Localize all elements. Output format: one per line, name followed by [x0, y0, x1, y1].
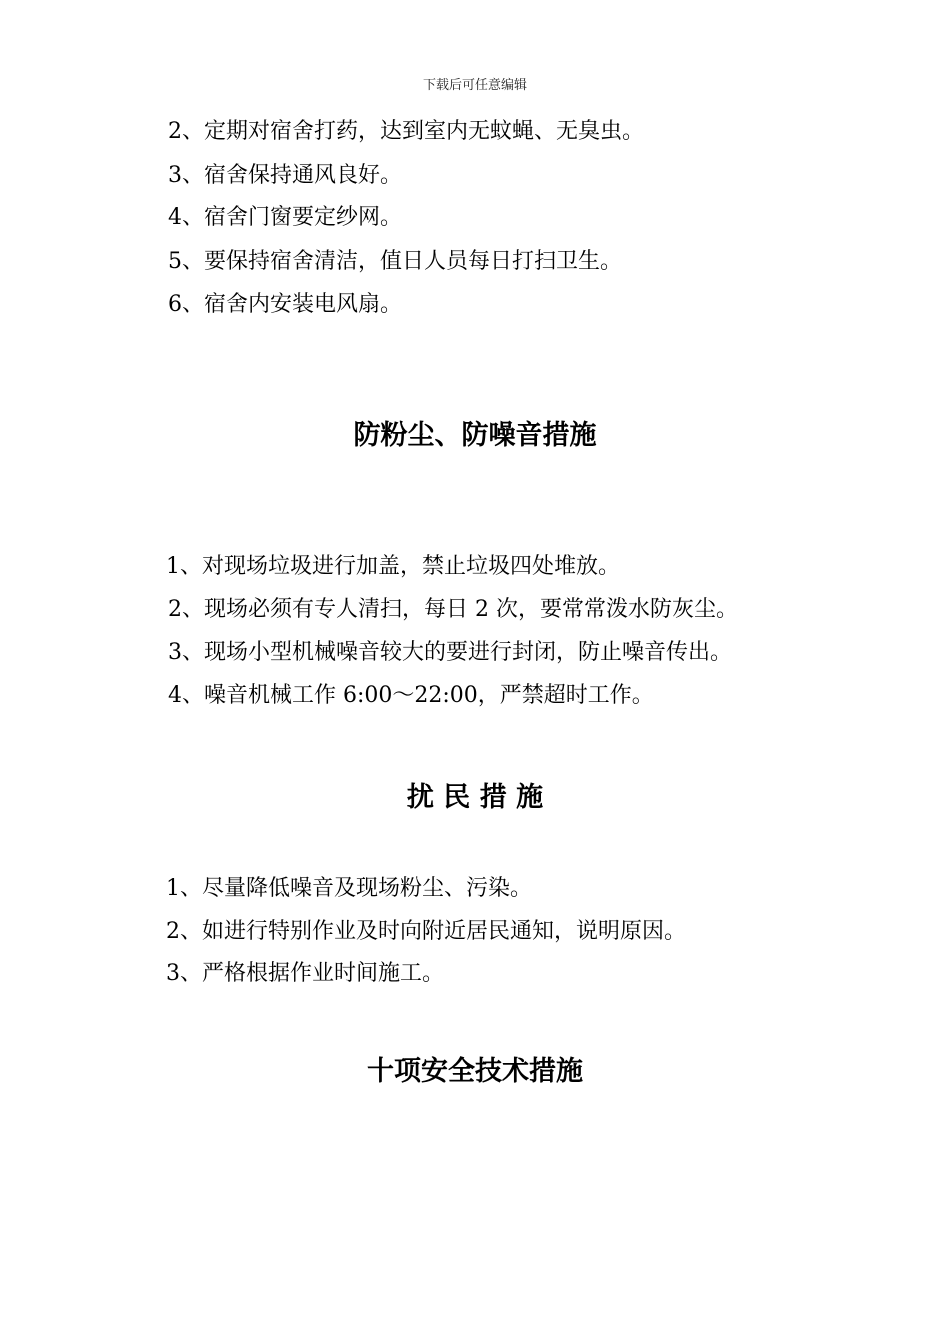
- list-item: 4、宿舍门窗要定纱网。: [168, 205, 402, 230]
- list-item: 1、对现场垃圾进行加盖，禁止垃圾四处堆放。: [166, 554, 620, 579]
- list-item: 2、现场必须有专人清扫，每日 2 次，要常常泼水防灰尘。: [168, 597, 738, 622]
- list-item: 3、宿舍保持通风良好。: [168, 163, 402, 188]
- list-item: 3、严格根据作业时间施工。: [166, 961, 444, 986]
- list-item: 2、定期对宿舍打药，达到室内无蚊蝇、无臭虫。: [168, 119, 644, 144]
- section-title-safety: 十项安全技术措施: [367, 1056, 583, 1087]
- list-item: 5、要保持宿舍清洁，值日人员每日打扫卫生。: [168, 249, 622, 274]
- page-header: 下载后可任意编辑: [422, 78, 527, 93]
- list-item: 1、尽量降低噪音及现场粉尘、污染。: [166, 876, 532, 901]
- list-item: 3、现场小型机械噪音较大的要进行封闭，防止噪音传出。: [168, 640, 732, 665]
- list-item: 2、如进行特别作业及时向附近居民通知，说明原因。: [166, 919, 686, 944]
- section-title-dust-noise: 防粉尘、防噪音措施: [353, 420, 597, 451]
- list-item: 6、宿舍内安装电风扇。: [168, 292, 402, 317]
- list-item: 4、噪音机械工作 6:00～22:00，严禁超时工作。: [168, 683, 654, 708]
- section-title-disturbance: 扰 民 措 施: [406, 782, 544, 813]
